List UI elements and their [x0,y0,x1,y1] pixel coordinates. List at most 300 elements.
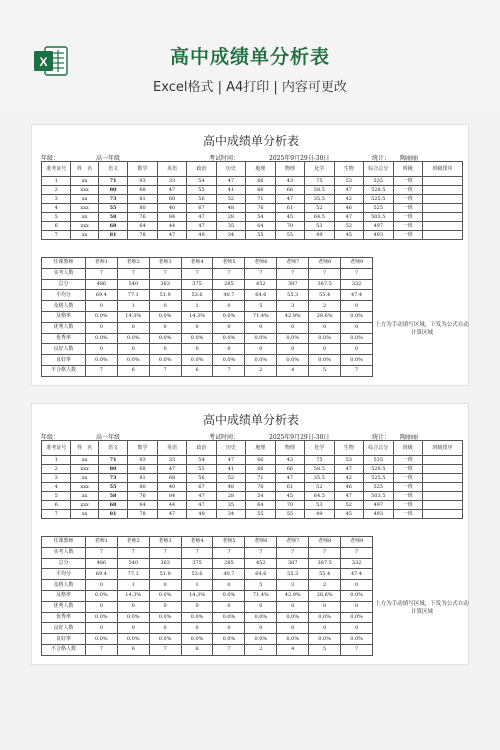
table-cell[interactable]: 49 [305,231,334,240]
table-cell[interactable]: xx [71,510,98,519]
table-cell[interactable]: 47 [187,222,216,231]
table-cell[interactable]: 73 [98,474,127,483]
table-cell[interactable]: 68 [157,195,186,204]
table-cell[interactable]: 58.5 [305,186,334,195]
table-cell[interactable]: 0.0% [149,612,181,623]
table-cell[interactable]: 68 [157,474,186,483]
table-cell[interactable]: 0 [149,623,181,634]
table-cell[interactable]: 68 [128,465,157,474]
table-cell[interactable]: 76 [128,492,157,501]
table-cell[interactable]: 375 [181,279,213,290]
table-cell[interactable]: 35 [216,222,245,231]
table-cell[interactable]: xx [71,456,98,465]
table-cell[interactable]: 452 [245,279,277,290]
table-cell[interactable]: 14.3% [117,590,149,601]
table-cell[interactable]: 55.3 [277,290,309,301]
table-cell[interactable]: 528.5 [364,465,393,474]
table-cell[interactable]: 540 [117,279,149,290]
table-cell[interactable]: 71 [246,474,275,483]
table-cell[interactable]: 0.0% [341,590,373,601]
table-cell[interactable]: 0 [277,322,309,333]
table-cell[interactable]: 0.0% [117,634,149,645]
table-cell[interactable]: 2 [42,465,71,474]
table-cell[interactable]: 66 [275,186,304,195]
table-cell[interactable]: 7 [341,365,373,376]
table-cell[interactable]: 81 [128,195,157,204]
table-cell[interactable] [422,474,462,483]
table-cell[interactable]: 5 [42,213,71,222]
table-cell[interactable]: 3 [277,301,309,312]
table-cell[interactable]: 0.0% [277,333,309,344]
table-cell[interactable]: 525.5 [364,195,393,204]
table-cell[interactable]: 70 [275,501,304,510]
table-cell[interactable]: 7 [181,268,213,279]
table-cell[interactable]: 6 [181,644,213,655]
table-cell[interactable]: 66 [246,177,275,186]
table-cell[interactable]: 7 [245,547,277,558]
table-cell[interactable]: 69.4 [85,290,117,301]
table-cell[interactable]: xx [71,231,98,240]
table-cell[interactable]: 78 [128,231,157,240]
table-cell[interactable]: 0.0% [149,311,181,322]
table-cell[interactable]: 540 [117,558,149,569]
table-cell[interactable]: 0.0% [309,634,341,645]
table-cell[interactable]: 47 [187,492,216,501]
table-cell[interactable]: xxx [71,186,98,195]
table-cell[interactable]: 68 [128,186,157,195]
table-cell[interactable]: 0 [181,623,213,634]
table-cell[interactable]: 76 [246,483,275,492]
table-cell[interactable]: 47 [334,213,363,222]
table-cell[interactable]: 0.0% [309,355,341,366]
table-cell[interactable]: 1 [117,580,149,591]
table-cell[interactable]: 0 [341,322,373,333]
table-cell[interactable]: 58 [98,213,127,222]
table-cell[interactable]: 535 [364,456,393,465]
table-cell[interactable]: 55 [187,465,216,474]
table-cell[interactable]: 0 [245,601,277,612]
table-cell[interactable]: 81 [128,474,157,483]
table-cell[interactable]: 64 [246,222,275,231]
table-cell[interactable]: 一班 [393,177,422,186]
table-cell[interactable]: 497 [364,501,393,510]
table-cell[interactable]: 35.5 [305,195,334,204]
table-cell[interactable] [422,456,462,465]
table-cell[interactable]: 52 [216,195,245,204]
table-cell[interactable]: 一班 [393,231,422,240]
table-cell[interactable]: 42 [334,195,363,204]
table-cell[interactable]: 1 [117,301,149,312]
table-cell[interactable]: 6 [42,501,71,510]
table-cell[interactable]: 0.0% [149,333,181,344]
table-cell[interactable]: 64.5 [305,213,334,222]
table-cell[interactable]: 0.0% [149,590,181,601]
table-cell[interactable]: xxx [71,465,98,474]
table-cell[interactable]: 55 [246,510,275,519]
table-cell[interactable]: 55 [275,510,304,519]
table-cell[interactable]: 0 [181,322,213,333]
table-cell[interactable]: xxx [71,483,98,492]
table-cell[interactable]: 7 [277,547,309,558]
table-cell[interactable]: 40.7 [213,290,245,301]
table-cell[interactable]: 528.5 [364,186,393,195]
table-cell[interactable]: 44 [157,501,186,510]
table-cell[interactable]: 7 [149,268,181,279]
table-cell[interactable]: 7 [245,268,277,279]
table-cell[interactable]: 7 [149,547,181,558]
table-cell[interactable]: 45 [275,492,304,501]
table-cell[interactable]: 66 [246,465,275,474]
table-cell[interactable]: 70 [275,222,304,231]
table-cell[interactable]: 55.4 [309,290,341,301]
table-cell[interactable]: 4 [42,483,71,492]
table-cell[interactable]: 0.0% [309,612,341,623]
table-cell[interactable]: 53.6 [181,290,213,301]
table-cell[interactable] [422,465,462,474]
table-cell[interactable]: 0.0% [213,634,245,645]
table-cell[interactable]: 47 [187,213,216,222]
table-cell[interactable]: 0 [277,344,309,355]
table-cell[interactable]: 0 [181,601,213,612]
table-cell[interactable]: 0.0% [277,612,309,623]
table-cell[interactable]: 一班 [393,510,422,519]
table-cell[interactable]: 34 [216,510,245,519]
table-cell[interactable]: 7 [309,268,341,279]
table-cell[interactable]: 486 [85,558,117,569]
table-cell[interactable]: 71.4% [245,590,277,601]
table-cell[interactable]: 332 [341,558,373,569]
table-cell[interactable]: 47 [334,492,363,501]
table-cell[interactable]: 7 [117,268,149,279]
table-cell[interactable]: 55 [98,204,127,213]
table-cell[interactable]: 493 [364,510,393,519]
table-cell[interactable]: 28 [216,213,245,222]
table-cell[interactable]: 7 [341,268,373,279]
table-cell[interactable]: 0 [213,580,245,591]
table-cell[interactable]: xx [71,213,98,222]
table-cell[interactable]: 28.6% [309,590,341,601]
table-cell[interactable]: 93 [128,177,157,186]
table-cell[interactable] [422,510,462,519]
table-cell[interactable]: 41 [216,465,245,474]
table-cell[interactable]: 75 [305,456,334,465]
table-cell[interactable]: 0.0% [341,612,373,623]
table-cell[interactable]: 54 [246,492,275,501]
table-cell[interactable]: 7 [309,547,341,558]
table-cell[interactable]: 56 [187,474,216,483]
table-cell[interactable]: 一班 [393,213,422,222]
table-cell[interactable]: 0.0% [181,612,213,623]
table-cell[interactable]: 5 [42,492,71,501]
table-cell[interactable]: 7 [213,268,245,279]
table-cell[interactable]: 47 [187,501,216,510]
table-cell[interactable]: 80 [98,465,127,474]
table-cell[interactable]: 一班 [393,456,422,465]
table-cell[interactable]: 0 [85,344,117,355]
table-cell[interactable]: 53 [305,501,334,510]
table-cell[interactable]: 0 [85,301,117,312]
table-cell[interactable]: 2 [245,365,277,376]
table-cell[interactable]: 47 [275,195,304,204]
table-cell[interactable]: 0 [213,601,245,612]
table-cell[interactable]: 0.0% [181,333,213,344]
table-cell[interactable]: 7 [117,547,149,558]
table-cell[interactable]: 76 [128,213,157,222]
table-cell[interactable]: 0.0% [213,612,245,623]
table-cell[interactable]: xx [71,177,98,186]
table-cell[interactable]: 52 [305,204,334,213]
table-cell[interactable]: 0 [341,580,373,591]
table-cell[interactable]: 49 [305,510,334,519]
table-cell[interactable] [422,222,462,231]
table-cell[interactable]: 0 [309,601,341,612]
table-cell[interactable]: 0 [85,322,117,333]
table-cell[interactable]: 28.6% [309,311,341,322]
table-cell[interactable]: 5 [309,644,341,655]
table-cell[interactable]: 2 [245,644,277,655]
table-cell[interactable]: 35 [216,501,245,510]
table-cell[interactable]: 一班 [393,501,422,510]
table-cell[interactable]: 51.9 [149,290,181,301]
table-cell[interactable]: 67 [187,204,216,213]
table-cell[interactable]: 0.0% [85,590,117,601]
table-cell[interactable]: 0 [245,344,277,355]
table-cell[interactable]: 493 [364,231,393,240]
table-cell[interactable]: 40 [157,483,186,492]
table-cell[interactable]: 80 [128,483,157,492]
table-cell[interactable]: 0 [85,580,117,591]
table-cell[interactable]: 47 [157,465,186,474]
table-cell[interactable]: 0 [309,344,341,355]
table-cell[interactable]: 84 [157,492,186,501]
table-cell[interactable]: 54 [246,213,275,222]
table-cell[interactable]: 69.4 [85,569,117,580]
table-cell[interactable]: 45 [334,510,363,519]
table-cell[interactable] [422,177,462,186]
table-cell[interactable]: 0 [245,322,277,333]
table-cell[interactable]: 0 [117,322,149,333]
table-cell[interactable]: 55 [98,483,127,492]
table-cell[interactable]: 525 [364,483,393,492]
table-cell[interactable]: 40.7 [213,569,245,580]
table-cell[interactable]: 3 [42,474,71,483]
table-cell[interactable]: 503.5 [364,213,393,222]
table-cell[interactable]: 7 [85,547,117,558]
table-cell[interactable]: 503.5 [364,492,393,501]
table-cell[interactable]: 53 [305,222,334,231]
table-cell[interactable]: 45 [334,231,363,240]
table-cell[interactable]: 0.0% [85,355,117,366]
table-cell[interactable]: 7 [85,365,117,376]
table-cell[interactable]: 5 [309,365,341,376]
table-cell[interactable]: 47.4 [341,290,373,301]
table-cell[interactable]: 7 [149,644,181,655]
table-cell[interactable]: 0 [341,301,373,312]
table-cell[interactable]: 66 [246,456,275,465]
table-cell[interactable]: 46 [334,204,363,213]
table-cell[interactable]: 0.0% [117,333,149,344]
table-cell[interactable]: 81 [98,510,127,519]
table-cell[interactable]: 43 [275,177,304,186]
table-cell[interactable]: 4 [42,204,71,213]
table-cell[interactable]: 49 [187,510,216,519]
table-cell[interactable]: 7 [149,365,181,376]
table-cell[interactable]: 14.3% [181,590,213,601]
table-cell[interactable]: 6 [181,365,213,376]
table-cell[interactable]: 0.0% [85,634,117,645]
table-cell[interactable] [422,195,462,204]
table-cell[interactable]: 33 [157,177,186,186]
table-cell[interactable]: 7 [213,547,245,558]
table-cell[interactable]: 35.5 [305,474,334,483]
table-cell[interactable]: 4 [277,365,309,376]
table-cell[interactable]: 7 [85,268,117,279]
table-cell[interactable]: 3 [277,580,309,591]
table-cell[interactable]: 68 [98,501,127,510]
table-cell[interactable]: 一班 [393,204,422,213]
table-cell[interactable]: 0 [341,601,373,612]
table-cell[interactable] [422,213,462,222]
table-cell[interactable]: 80 [98,186,127,195]
table-cell[interactable]: 0 [309,623,341,634]
table-cell[interactable]: 2 [309,580,341,591]
table-cell[interactable]: 0 [213,623,245,634]
table-cell[interactable]: 55.4 [309,569,341,580]
table-cell[interactable]: 66 [275,465,304,474]
table-cell[interactable]: 363 [149,279,181,290]
table-cell[interactable]: 53 [334,177,363,186]
table-cell[interactable]: 42.9% [277,311,309,322]
table-cell[interactable]: 67 [187,483,216,492]
table-cell[interactable]: 387.5 [309,279,341,290]
table-cell[interactable]: 42.9% [277,590,309,601]
table-cell[interactable]: 0.0% [341,311,373,322]
table-cell[interactable]: 48 [216,483,245,492]
table-cell[interactable]: 77.1 [117,290,149,301]
table-cell[interactable]: 387 [277,558,309,569]
table-cell[interactable]: 0 [181,344,213,355]
table-cell[interactable]: 0.0% [245,355,277,366]
table-cell[interactable]: 44 [157,222,186,231]
table-cell[interactable]: 0 [149,601,181,612]
table-cell[interactable]: 43 [275,456,304,465]
table-cell[interactable]: xx [71,492,98,501]
table-cell[interactable] [422,501,462,510]
table-cell[interactable] [422,186,462,195]
table-cell[interactable] [422,231,462,240]
table-cell[interactable] [422,204,462,213]
table-cell[interactable]: 0 [213,322,245,333]
table-cell[interactable]: 53 [334,456,363,465]
table-cell[interactable]: 2 [309,301,341,312]
table-cell[interactable]: 81 [98,231,127,240]
table-cell[interactable]: 64.5 [305,492,334,501]
table-cell[interactable]: 52 [305,483,334,492]
table-cell[interactable]: 49 [187,231,216,240]
table-cell[interactable]: 52 [334,222,363,231]
table-cell[interactable]: 一班 [393,492,422,501]
table-cell[interactable]: 64 [128,501,157,510]
table-cell[interactable]: 7 [42,510,71,519]
table-cell[interactable]: 0 [149,580,181,591]
table-cell[interactable]: 0.0% [213,590,245,601]
table-cell[interactable]: 45 [275,213,304,222]
table-cell[interactable]: 0 [117,344,149,355]
table-cell[interactable]: 7 [277,268,309,279]
table-cell[interactable]: 363 [149,558,181,569]
table-cell[interactable]: 55 [187,186,216,195]
table-cell[interactable]: 71 [98,177,127,186]
table-cell[interactable]: 0.0% [213,333,245,344]
table-cell[interactable]: 一班 [393,195,422,204]
table-cell[interactable]: 0 [149,301,181,312]
table-cell[interactable]: 54 [187,456,216,465]
table-cell[interactable]: 0.0% [213,311,245,322]
table-cell[interactable]: 0.0% [117,612,149,623]
table-cell[interactable]: 0.0% [277,634,309,645]
table-cell[interactable]: 47 [216,456,245,465]
table-cell[interactable]: 7 [341,644,373,655]
table-cell[interactable]: 64.6 [245,290,277,301]
table-cell[interactable]: 6 [117,644,149,655]
table-cell[interactable]: 0 [149,344,181,355]
table-cell[interactable]: 52 [334,501,363,510]
table-cell[interactable]: 0.0% [341,634,373,645]
table-cell[interactable]: 76 [246,204,275,213]
table-cell[interactable]: 55.3 [277,569,309,580]
table-cell[interactable]: 0.0% [149,634,181,645]
table-cell[interactable]: 7 [341,547,373,558]
table-cell[interactable]: 0.0% [181,634,213,645]
table-cell[interactable]: 58.5 [305,465,334,474]
table-cell[interactable]: 55 [246,231,275,240]
table-cell[interactable]: 80 [128,204,157,213]
table-cell[interactable]: 42 [334,474,363,483]
table-cell[interactable]: 34 [216,231,245,240]
table-cell[interactable]: 71 [98,456,127,465]
table-cell[interactable]: 1 [181,580,213,591]
table-cell[interactable]: 0.0% [245,333,277,344]
table-cell[interactable]: 一班 [393,465,422,474]
table-cell[interactable]: 48 [216,204,245,213]
table-cell[interactable]: 0.0% [85,333,117,344]
table-cell[interactable]: 71.4% [245,311,277,322]
table-cell[interactable]: 46 [334,483,363,492]
table-cell[interactable]: 7 [85,644,117,655]
table-cell[interactable]: 0 [149,322,181,333]
table-cell[interactable]: 525 [364,204,393,213]
table-cell[interactable]: 387 [277,279,309,290]
table-cell[interactable]: 0 [309,322,341,333]
table-cell[interactable]: 0.0% [341,355,373,366]
table-cell[interactable]: 52 [216,474,245,483]
table-cell[interactable]: xx [71,195,98,204]
table-cell[interactable]: 0 [277,601,309,612]
table-cell[interactable]: 77.1 [117,569,149,580]
table-cell[interactable]: 93 [128,456,157,465]
table-cell[interactable]: 0.0% [309,333,341,344]
table-cell[interactable]: 387.5 [309,558,341,569]
table-cell[interactable]: 55 [275,231,304,240]
table-cell[interactable]: 47.4 [341,569,373,580]
table-cell[interactable]: 2 [42,186,71,195]
table-cell[interactable]: 64.6 [245,569,277,580]
table-cell[interactable]: 6 [42,222,71,231]
table-cell[interactable]: xx [71,474,98,483]
table-cell[interactable]: 0.0% [277,355,309,366]
table-cell[interactable]: 0 [341,623,373,634]
table-cell[interactable]: 41 [216,186,245,195]
